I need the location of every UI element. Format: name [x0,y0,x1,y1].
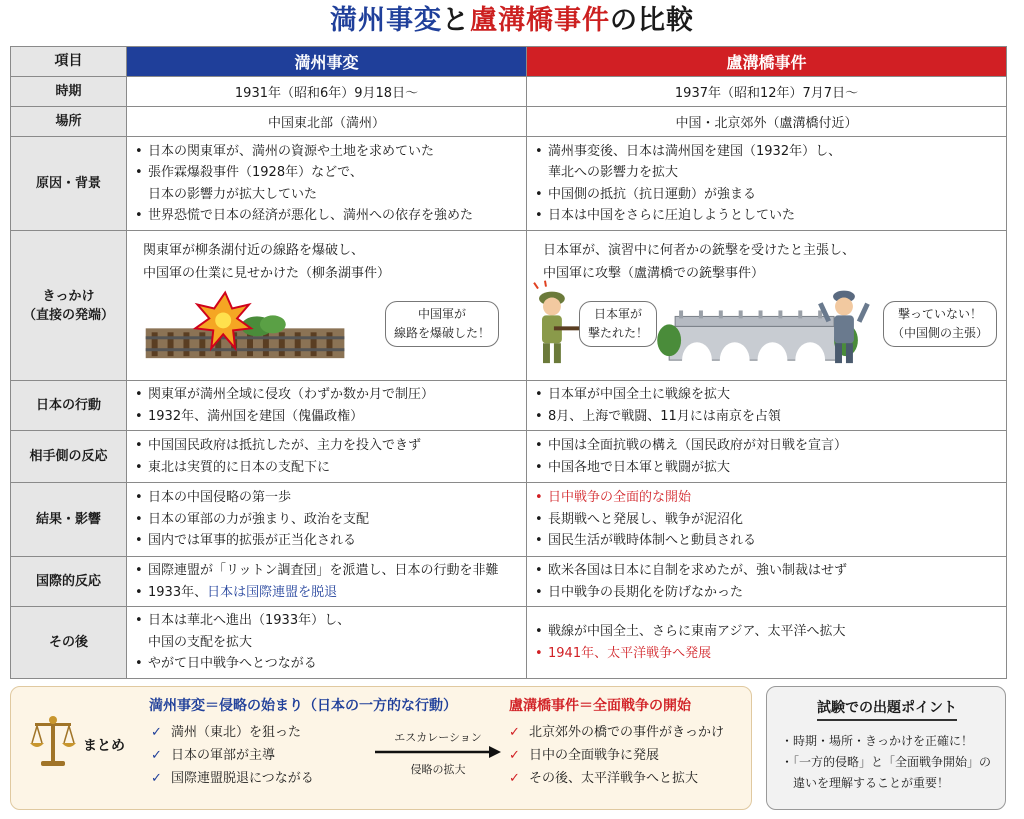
header-manchuria: 満州事変 [127,47,527,77]
bullet-icon: • [135,208,143,223]
bullet-icon: • [135,459,143,475]
reaction-b [527,431,1007,483]
comparison-table [10,46,1007,679]
list-item: ✓ 国際連盟脱退につながる [151,767,314,790]
bullet-icon: • [135,533,143,549]
trigger-b [527,231,1007,381]
exam-points-title: 試験での出題ポイント [817,700,957,716]
list-item: • 日中戦争の長期化を防げなかった [535,582,996,604]
list-item: • 日本の軍部の力が強まり、政治を支配 [135,509,516,531]
list-item: • 8月、上海で戦闘、11月には南京を占領 [535,406,996,428]
bullet-icon: • [535,408,543,424]
cause-row [11,137,1007,231]
result-label: 結果・影響 [11,483,127,557]
list-item: • 日本の関東軍が、満州の資源や土地を求めていた [135,141,516,163]
bullet-icon: • [135,656,143,672]
list-item: • 日本軍が中国全土に戦線を拡大 [535,384,996,406]
period-a: 1931年（昭和6年）9月18日〜 [127,77,527,107]
international-row [11,557,1007,607]
page-title [0,3,1024,39]
list-item: • 張作霖爆殺事件（1928年）などで、 [135,162,516,184]
check-icon: ✓ [151,725,162,740]
check-icon: ✓ [509,771,520,786]
bullet-icon: • [135,143,143,159]
exam-points-list [781,731,991,794]
list-item-continuation: 中国の支配を拡大 [148,634,253,650]
title-manchuria: 満州事変 [330,5,442,36]
header-marco-polo: 盧溝橋事件 [527,47,1007,77]
bullet-icon: • [535,490,543,506]
bullet-icon: • [135,165,143,180]
check-icon: ✓ [151,748,162,763]
list-item: • 中国は全面抗戦の構え（国民政府が対日戦を宣言） [535,435,996,457]
list-item: • 関東軍が満州全域に侵攻（わずか数か月で制圧） [135,384,516,406]
speech-bubble: 中国軍が 線路を爆破した！ [385,301,499,347]
list-item: ・時期・場所・きっかけを正確に！ [781,734,974,748]
trigger-a-text: 関東軍が柳条湖付近の線路を爆破し、 中国軍の仕業に見せかけた（柳条湖事件） [143,243,391,281]
period-label: 時期 [11,77,127,107]
list-item: • 日本は華北へ進出（1933年）し、 [135,610,516,632]
exam-points-box [766,686,1006,810]
trigger-row [11,231,1007,381]
list-item: • やがて日中戦争へとつながる [135,653,516,675]
list-item: • 中国側の抵抗（抗日運動）が強まる [535,184,996,206]
place-label: 場所 [11,107,127,137]
place-a: 中国東北部（満州） [127,107,527,137]
list-item: • 日本の中国侵略の第一歩 [135,487,516,509]
trigger-b-text: 日本軍が、演習中に何者かの銃撃を受けたと主張し、 中国軍に攻撃（盧溝橋での銃撃事件） [543,243,856,281]
international-b [527,557,1007,607]
bullet-icon: • [135,408,143,424]
international-label: 国際的反応 [11,557,127,607]
title-suffix: の比較 [610,5,694,36]
list-item: • 東北は実質的に日本の支配下に [135,457,516,479]
after-b [527,607,1007,679]
bullet-icon: • [135,511,143,527]
summary-manchuria-title: 満州事変＝侵略の始まり（日本の一方的な行動） [149,698,457,714]
list-item: ✓ 満州（東北）を狙った [151,721,314,744]
check-icon: ✓ [509,725,520,740]
bullet-icon: • [535,624,543,639]
bullet-icon: • [135,438,143,453]
list-item: • 中国国民政府は抵抗したが、主力を投入できず [135,435,516,457]
header-label: 項目 [11,47,127,77]
divider [817,719,957,721]
place-b: 中国・北京郊外（盧溝橋付近） [527,107,1007,137]
trigger-label: きっかけ （直接の発端） [11,231,127,381]
list-item: • 中国各地で日本軍と戦闘が拡大 [535,457,996,479]
summary-marco-polo-title: 盧溝橋事件＝全面戦争の開始 [509,698,691,714]
after-a [127,607,527,679]
list-item: ✓ 日本の軍部が主導 [151,744,314,767]
check-icon: ✓ [509,748,520,763]
trigger-a [127,231,527,381]
after-row [11,607,1007,679]
list-item-continuation: 日本の影響力が拡大していた [148,186,318,202]
period-row [11,77,1007,107]
list-item: ✓ その後、太平洋戦争へと拡大 [509,767,724,790]
list-item-continuation: 華北への影響力を拡大 [548,165,679,180]
list-item: 違いを理解することが重要！ [781,776,950,790]
bullet-icon: • [135,387,143,402]
bullet-icon: • [535,645,543,661]
summary-manchuria-list [151,721,314,790]
bullet-icon: • [535,511,543,527]
summary-box [10,686,752,810]
bullet-icon: • [135,584,143,600]
cause-b [527,137,1007,231]
action-a [127,381,527,431]
place-row [11,107,1007,137]
cause-label: 原因・背景 [11,137,127,231]
list-item: • 国民生活が戦時体制へと動員される [535,530,996,552]
bullet-icon: • [535,208,543,223]
bullet-icon: • [135,613,143,629]
list-item: • 日本は中国をさらに圧迫しようとしていた [535,205,996,227]
scales-icon [29,711,77,771]
summary-label: まとめ [83,738,125,754]
list-item: • 国際連盟が「リットン調査団」を派遣し、日本の行動を非難 [135,560,516,582]
list-item: • 世界恐慌で日本の経済が悪化し、満州への依存を強めた [135,205,516,227]
list-item: • 欧米各国は日本に自制を求めたが、強い制裁はせず [535,560,996,582]
summary-marco-polo-list [509,721,724,790]
bullet-icon: • [535,533,543,549]
list-item-highlight: • 1941年、太平洋戦争へ発展 [535,643,996,665]
list-item: ✓ 日中の全面戦争に発展 [509,744,724,767]
list-item-highlight: • 日中戦争の全面的な開始 [535,487,996,509]
list-item: ✓ 北京郊外の橋での事件がきっかけ [509,721,724,744]
speech-bubble-china: 撃っていない！ （中国側の主張） [883,301,997,347]
expansion-label: 侵略の拡大 [410,763,466,776]
bullet-icon: • [535,387,543,402]
header-row [11,47,1007,77]
list-item: • 1932年、満州国を建国（傀儡政権） [135,406,516,428]
cause-a [127,137,527,231]
reaction-row [11,431,1007,483]
stone-bridge-icon [669,310,840,378]
title-marco-polo: 盧溝橋事件 [470,5,610,36]
bullet-icon: • [535,438,543,453]
action-row [11,381,1007,431]
action-label: 日本の行動 [11,381,127,431]
action-b [527,381,1007,431]
bullet-icon: • [535,186,543,202]
bullet-icon: • [535,563,543,578]
check-icon: ✓ [151,771,162,786]
bullet-icon: • [135,490,143,506]
bullet-icon: • [535,143,543,159]
result-row [11,483,1007,557]
list-item: • 満州事変後、日本は満州国を建国（1932年）し、 [535,141,996,163]
escalation-label: エスカレーション [394,731,482,744]
arrow-right-icon [373,745,503,759]
bullet-icon: • [535,584,543,600]
reaction-label: 相手側の反応 [11,431,127,483]
after-label: その後 [11,607,127,679]
title-connector: と [442,5,470,36]
list-item: • 戦線が中国全土、さらに東南アジア、太平洋へ拡大 [535,621,996,643]
result-a [127,483,527,557]
bullet-icon: • [535,459,543,475]
list-item: ・「一方的侵略」と「全面戦争開始」の [781,755,992,769]
bullet-icon: • [135,563,143,578]
speech-bubble-japan: 日本軍が 撃たれた！ [579,301,657,347]
result-b [527,483,1007,557]
list-item: • 国内では軍事的拡張が正当化される [135,530,516,552]
list-item: • 1933年、日本は国際連盟を脱退 [135,582,516,604]
international-a [127,557,527,607]
reaction-a [127,431,527,483]
period-b: 1937年（昭和12年）7月7日〜 [527,77,1007,107]
highlight-text: 日本は国際連盟を脱退 [207,584,338,600]
list-item: • 長期戦へと発展し、戦争が泥沼化 [535,509,996,531]
